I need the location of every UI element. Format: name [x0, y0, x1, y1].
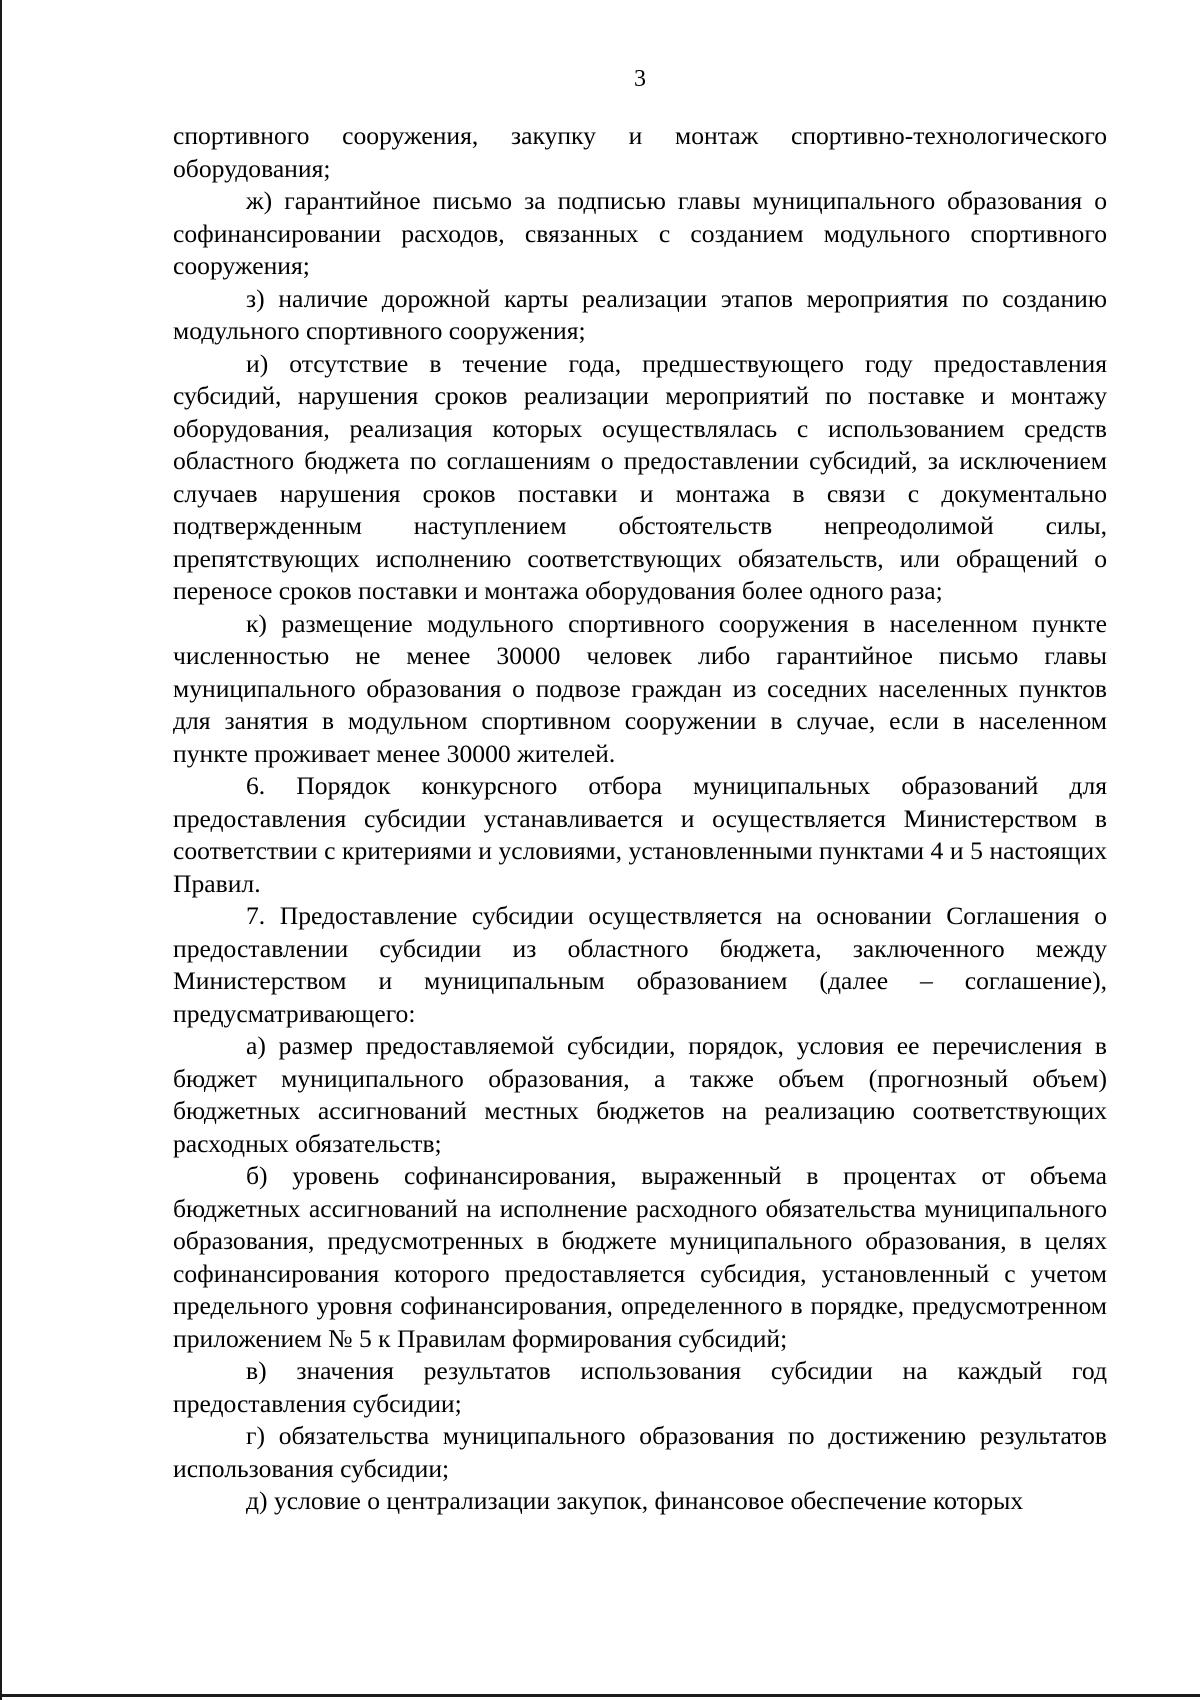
paragraph-item-k: к) размещение модульного спортивного сооружения в населенном пункте численностью не менее 30000 человек либо гарантийное письмо главы муниципального образования о подвозе граждан из соседних населенных пунктов для занятия в модульном спортивном сооружении в случае, если в населенном пункте проживает менее 30000 жителей.: [173, 608, 1107, 768]
paragraph-item-v: в) значения результатов использования субсидии на каждый год предоставления субсидии;: [173, 1356, 1107, 1418]
scan-edge-left: [0, 0, 2, 1700]
paragraph-item-i: и) отсутствие в течение года, предшествующего году предоставления субсидий, нарушения сроков реализации мероприятий по поставке и монтажу оборудования, реализация которых осуществлялась с использованием средств областного бюджета по соглашениям о предоставлении субсидий, за исключением случаев нарушения сроков поставки и монтажа в связи с документально подтвержденным наступлением обстоятельств непреодолимой силы, препятствующих исполнению соответствующих обязательств, или обращений о переносе сроков поставки и монтажа оборудования более одного раза;: [173, 348, 1107, 605]
paragraph-item-d: д) условие о централизации закупок, финансовое обеспечение которых: [246, 1486, 1024, 1515]
paragraph-item-a: а) размер предоставляемой субсидии, порядок, условия ее перечисления в бюджет муниципального образования, а также объем (прогнозный объем) бюджетных ассигнований местных бюджетов на реализацию соответствующих расходных обязательств;: [173, 1031, 1107, 1158]
paragraph-item-b: б) уровень софинансирования, выраженный в процентах от объема бюджетных ассигнований на исполнение расходного обязательства муниципального образования, предусмотренных в бюджете муниципального образования, в целях софинансирования которого предоставляется субсидия, установленный с учетом предельного уровня софинансирования, определенного в порядке, предусмотренном приложением № 5 к Правилам формирования субсидий;: [173, 1161, 1107, 1353]
paragraph-section-6: 6. Порядок конкурсного отбора муниципальных образований для предоставления субсидии устанавливается и осуществляется Министерством в соответствии с критериями и условиями, установленными пунктами 4 и 5 настоящих Правил.: [173, 771, 1107, 898]
paragraph-section-7: 7. Предоставление субсидии осуществляется на основании Соглашения о предоставлении субсидии из областного бюджета, заключенного между Министерством и муниципальным образованием (далее – соглашение), предусматривающего:: [173, 901, 1107, 1028]
scan-edge-bottom: [0, 1694, 1200, 1697]
paragraph-continuation: спортивного сооружения, закупку и монтаж спортивно-технологического оборудования;: [173, 121, 1107, 183]
paragraph-item-g: г) обязательства муниципального образования по достижению результатов использования субсидии;: [173, 1421, 1107, 1483]
paragraph-item-z: з) наличие дорожной карты реализации этапов мероприятия по созданию модульного спортивного сооружения;: [173, 283, 1107, 345]
document-body: [173, 120, 1107, 1518]
paragraph-item-zh: ж) гарантийное письмо за подписью главы муниципального образования о софинансировании расходов, связанных с созданием модульного спортивного сооружения;: [173, 186, 1107, 280]
page-number: 3: [634, 66, 646, 92]
